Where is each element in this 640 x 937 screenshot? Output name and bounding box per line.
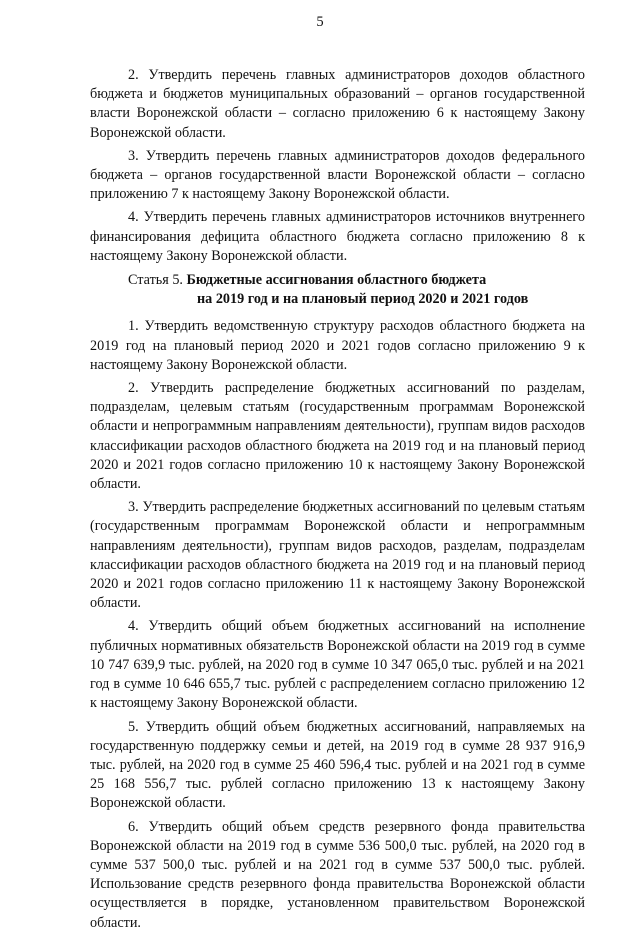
article5-item-5: 5. Утвердить общий объем бюджетных ассигнований, направляемых на государственную поддержку семьи и детей, на 2019 год в сумме 28 937 916,9 тыс. рублей, на 2020 год в сумме 25 460 596,4 тыс. рублей и на 2021 год в сумме 25 168 556,7 тыс. рублей согласно приложению 13 к настоящему Закону Воронежской области.	[90, 718, 585, 812]
page-number: 5	[316, 14, 324, 30]
article-heading	[90, 271, 585, 309]
article5-item-6: 6. Утвердить общий объем средств резервного фонда правительства Воронежской области на 2019 год в сумме 536 500,0 тыс. рублей, на 2020 год в сумме 537 500,0 тыс. рублей и на 2021 год в сумме 537 500,0 тыс. рублей. Использование средств резервного фонда правительства Воронежской области осуществляется в порядке, установленном правительством Воронежской области.	[90, 818, 585, 931]
article5-item-2: 2. Утвердить распределение бюджетных ассигнований по разделам, подразделам, целевым статьям (государственным программам Воронежской области и непрограммным направлениям деятельности), группам видов расходов классификации расходов областного бюджета на 2019 год и на плановый период 2020 и 2021 годов согласно приложению 10 к настоящему Закону Воронежской области.	[90, 380, 585, 493]
paragraph-item-2: 2. Утвердить перечень главных администраторов доходов областного бюджета и бюджетов муниципальных образований – органов государственной власти Воронежской области – согласно приложению 6 к настоящему Закону Воронежской области.	[90, 67, 585, 141]
document-body	[90, 66, 585, 937]
article5-item-4: 4. Утвердить общий объем бюджетных ассигнований на исполнение публичных нормативных обязательств Воронежской области на 2019 год в сумме 10 747 639,9 тыс. рублей, на 2020 год в сумме 10 347 065,0 тыс. рублей и на 2021 год в сумме 10 646 655,7 тыс. рублей с распределением согласно приложению 12 к настоящему Закону Воронежской области.	[90, 618, 585, 712]
paragraph-item-4: 4. Утвердить перечень главных администраторов источников внутреннего финансирования дефицита областного бюджета согласно приложению 8 к настоящему Закону Воронежской области.	[90, 209, 585, 264]
article-title-line1: Бюджетные ассигнования областного бюджета	[186, 272, 487, 289]
article-label: Статья 5.	[128, 272, 183, 289]
article-title-line2: на 2019 год и на плановый период 2020 и 2021 годов	[197, 291, 529, 308]
paragraph-item-3: 3. Утвердить перечень главных администраторов доходов федерального бюджета – органов государственной власти Воронежской области – согласно приложению 7 к настоящему Закону Воронежской области.	[90, 147, 585, 203]
article5-item-1: 1. Утвердить ведомственную структуру расходов областного бюджета на 2019 год на плановый период 2020 и 2021 годов согласно приложению 9 к настоящему Закону Воронежской области.	[90, 318, 585, 373]
article5-item-3: 3. Утвердить распределение бюджетных ассигнований по целевым статьям (государственным программам Воронежской области и непрограммным направлениям деятельности), группам видов расходов, разделам, подразделам классификации расходов областного бюджета на 2019 год и на плановый период 2020 и 2021 годов согласно приложению 11 к настоящему Закону Воронежской области.	[90, 499, 585, 612]
